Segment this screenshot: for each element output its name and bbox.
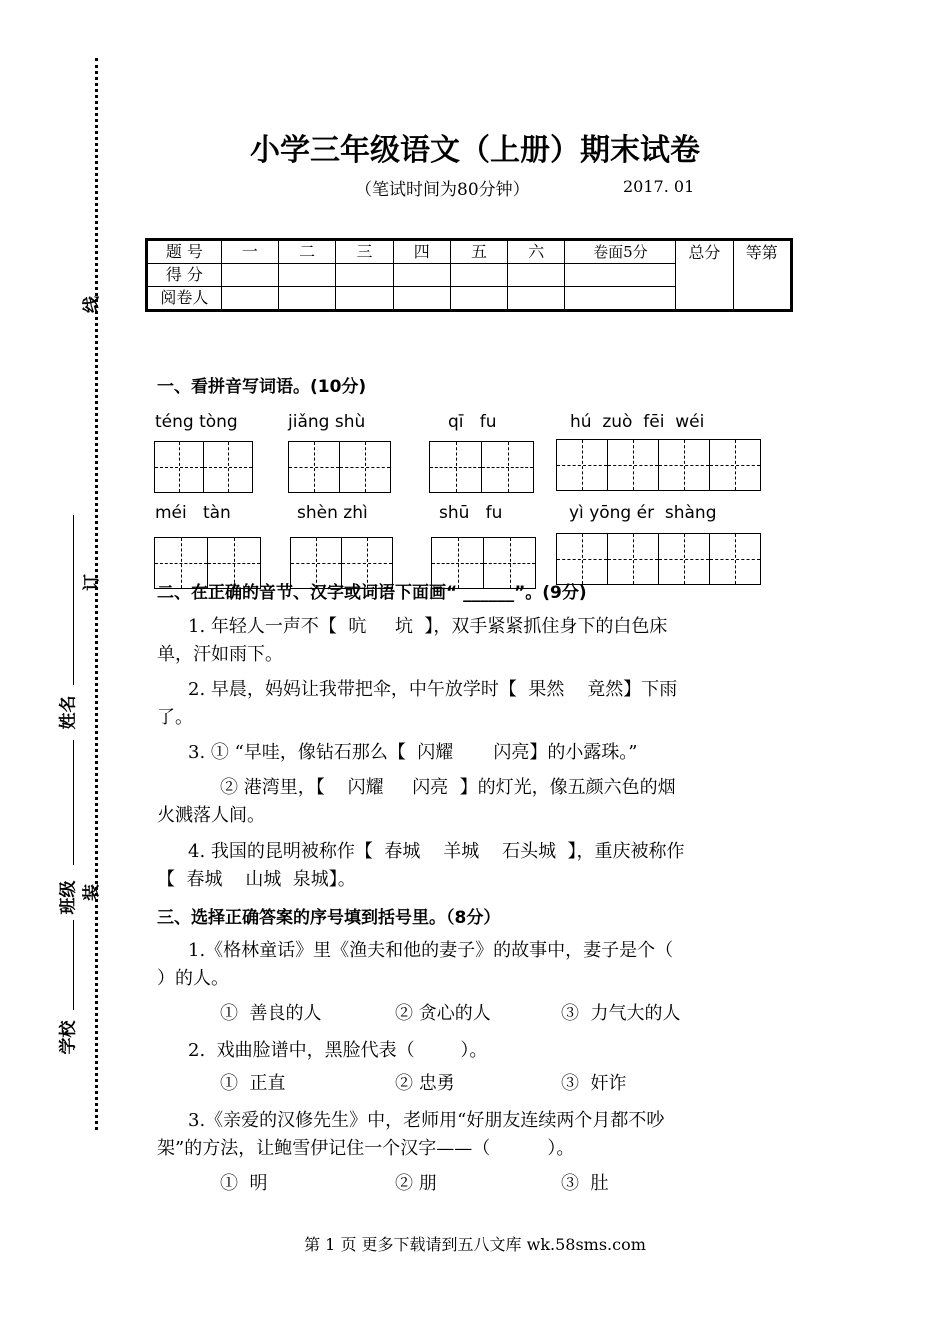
grader-cell[interactable] xyxy=(450,287,507,311)
q2-3-line3: 火溅落人间。 xyxy=(157,805,265,826)
q3-2-option: ② 忠勇 xyxy=(395,1073,455,1094)
grader-cell[interactable] xyxy=(508,287,565,311)
q3-3-line1: 3.《亲爱的汉修先生》中，老师用“好朋友连续两个月都不吵 xyxy=(188,1110,665,1131)
grader-cell[interactable] xyxy=(393,287,450,311)
writing-grid[interactable] xyxy=(556,439,760,493)
grader-cell[interactable] xyxy=(336,287,393,311)
pinyin-label: qī fu xyxy=(448,412,497,432)
score-cell[interactable] xyxy=(221,264,278,287)
section3-heading: 三、选择正确答案的序号填到括号里。（8分） xyxy=(157,908,501,928)
score-row-label: 得 分 xyxy=(147,264,222,287)
q3-3-option: ② 朋 xyxy=(395,1173,437,1194)
pinyin-label: yì yōng ér shàng xyxy=(569,503,717,523)
writing-grid[interactable] xyxy=(431,537,535,591)
writing-grid[interactable] xyxy=(288,441,390,495)
score-table xyxy=(145,238,793,312)
total-label: 总分 xyxy=(688,243,721,262)
score-cell[interactable] xyxy=(336,264,393,287)
school-fill-line[interactable] xyxy=(73,920,74,1010)
grader-cell[interactable] xyxy=(221,287,278,311)
pinyin-label: shèn zhì xyxy=(297,503,368,523)
q3-3-option: ③ 肚 xyxy=(561,1173,609,1194)
score-cell[interactable] xyxy=(508,264,565,287)
q3-1-line1: 1.《格林童话》里《渔夫和他的妻子》的故事中，妻子是个（ xyxy=(188,940,674,961)
binding-label-zhuang: 装 xyxy=(82,884,102,901)
grader-row-label: 阅卷人 xyxy=(147,287,222,311)
binding-dotted-line xyxy=(95,58,98,1130)
exam-title: 小学三年级语文（上册）期末试卷 xyxy=(250,133,700,168)
q3-1-option: ① 善良的人 xyxy=(220,1003,322,1024)
exam-date: 2017. 01 xyxy=(623,177,695,196)
grader-cell[interactable] xyxy=(279,287,336,311)
q3-1-option: ③ 力气大的人 xyxy=(561,1003,681,1024)
writing-grid[interactable] xyxy=(154,537,260,591)
writing-grid[interactable] xyxy=(154,441,252,495)
q2-2-line2: 了。 xyxy=(157,707,193,728)
q2-4-line1: 4. 我国的昆明被称作【 春城 羊城 石头城 】，重庆被称作 xyxy=(188,841,685,862)
page-footer: 第 1 页 更多下载请到五八文库 wk.58sms.com xyxy=(304,1235,646,1254)
pinyin-label: jiǎng shù xyxy=(288,412,366,432)
exam-duration: （笔试时间为80分钟） xyxy=(355,180,530,200)
writing-grid[interactable] xyxy=(290,537,392,591)
q3-1-line2: ）的人。 xyxy=(157,968,229,989)
score-table-header-row xyxy=(147,240,792,264)
grader-cell[interactable] xyxy=(565,287,676,311)
school-label: 学校 xyxy=(58,1020,79,1055)
name-fill-line[interactable] xyxy=(73,515,74,685)
q3-2-option: ③ 奸诈 xyxy=(561,1073,627,1094)
header-cell: 三 xyxy=(336,240,393,264)
header-cell: 二 xyxy=(279,240,336,264)
header-cell: 题 号 xyxy=(147,240,222,264)
q3-3-line2: 架”的方法，让鲍雪伊记住一个汉字——（ ）。 xyxy=(157,1138,575,1159)
q3-1-option: ② 贪心的人 xyxy=(395,1003,491,1024)
q2-3-line2: ② 港湾里，【 闪耀 闪亮 】的灯光，像五颜六色的烟 xyxy=(220,777,676,798)
grade-label: 等第 xyxy=(745,243,778,262)
header-cell: 四 xyxy=(393,240,450,264)
q3-2-option: ① 正直 xyxy=(220,1073,286,1094)
header-cell: 五 xyxy=(450,240,507,264)
binding-label-ding: 订 xyxy=(82,574,102,591)
q2-2-line1: 2. 早晨，妈妈让我带把伞，中午放学时【 果然 竟然】下雨 xyxy=(188,679,678,700)
pinyin-label: hú zuò fēi wéi xyxy=(570,412,705,432)
q2-3-line1: 3. ① “早哇，像钻石那么【 闪耀 闪亮】的小露珠。” xyxy=(188,742,638,763)
score-cell[interactable] xyxy=(279,264,336,287)
q2-1-line1: 1. 年轻人一声不【 吭 坑 】，双手紧紧抓住身下的白色床 xyxy=(188,616,668,637)
pinyin-label: méi tàn xyxy=(155,503,231,523)
section1-heading: 一、看拼音写词语。(10分) xyxy=(157,377,367,397)
q2-4-line2: 【 春城 山城 泉城】。 xyxy=(157,869,356,890)
total-score-cell[interactable] xyxy=(676,240,733,311)
writing-grid[interactable] xyxy=(556,533,760,587)
section2-heading: 二、在正确的音节、汉字或词语下面画“ ______”。(9分) xyxy=(157,583,587,603)
binding-label-line: 线 xyxy=(82,296,102,313)
writing-grid[interactable] xyxy=(429,441,533,495)
class-fill-line[interactable] xyxy=(73,740,74,865)
header-cell: 六 xyxy=(508,240,565,264)
name-label: 姓名 xyxy=(58,695,79,730)
header-cell: 卷面5分 xyxy=(565,240,676,264)
score-cell[interactable] xyxy=(565,264,676,287)
pinyin-label: shū fu xyxy=(439,503,503,523)
score-cell[interactable] xyxy=(393,264,450,287)
header-cell: 一 xyxy=(221,240,278,264)
q3-2-line: 2. 戏曲脸谱中，黑脸代表（ ）。 xyxy=(188,1040,488,1061)
grade-cell[interactable] xyxy=(733,240,791,311)
q3-3-option: ① 明 xyxy=(220,1173,268,1194)
class-label: 班级 xyxy=(58,880,79,915)
pinyin-label: téng tòng xyxy=(155,412,238,432)
q2-1-line2: 单，汗如雨下。 xyxy=(157,644,283,665)
score-cell[interactable] xyxy=(450,264,507,287)
